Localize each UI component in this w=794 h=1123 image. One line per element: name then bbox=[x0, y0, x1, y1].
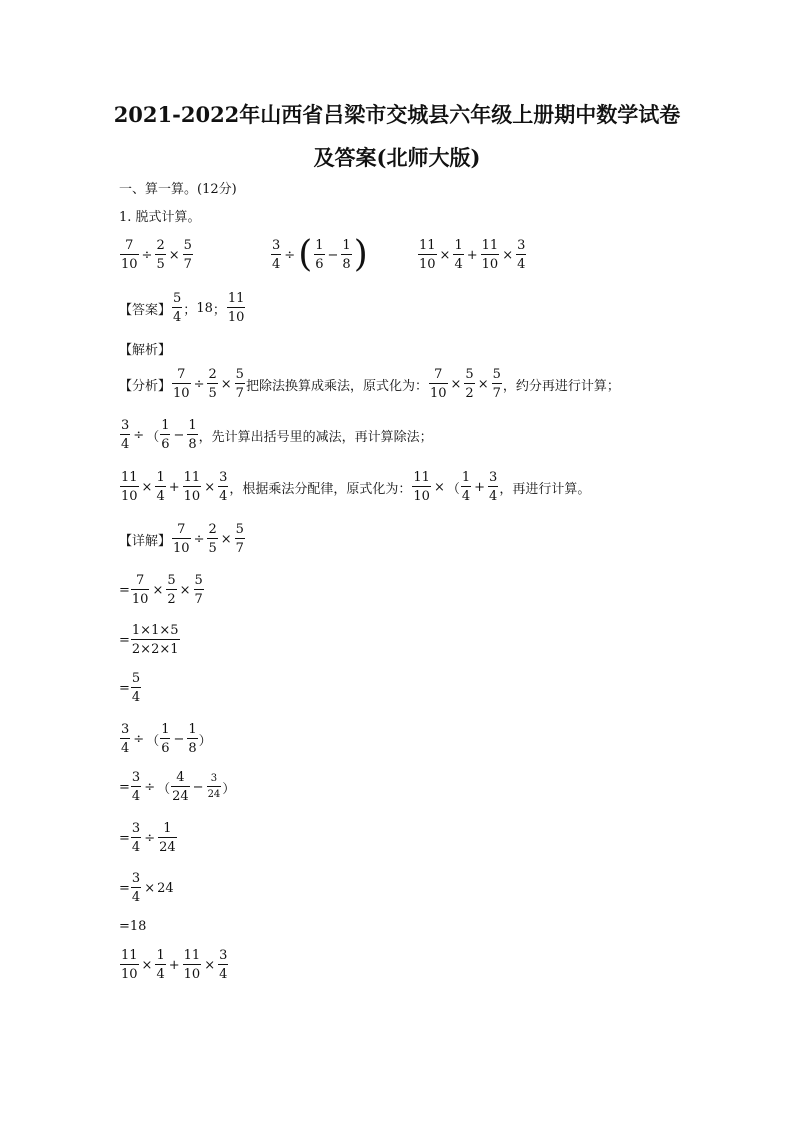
numerator: 2 bbox=[208, 367, 217, 382]
fraction bbox=[166, 574, 176, 606]
operator: × bbox=[204, 479, 216, 495]
text-segment: （ bbox=[146, 733, 160, 749]
denominator: 10 bbox=[418, 254, 437, 271]
numerator: 11 bbox=[481, 238, 499, 253]
denominator: 4 bbox=[218, 964, 228, 981]
denominator: 4 bbox=[172, 307, 182, 324]
denominator: 10 bbox=[227, 307, 246, 324]
analysis-label: 【解析】 bbox=[119, 342, 172, 358]
operator: − bbox=[192, 779, 204, 795]
operator: × bbox=[141, 957, 153, 973]
fraction bbox=[341, 239, 351, 271]
numerator: 11 bbox=[183, 470, 201, 485]
operator: ÷ bbox=[141, 247, 153, 263]
fraction bbox=[207, 523, 217, 555]
operator: × bbox=[220, 376, 232, 392]
numerator: 5 bbox=[235, 367, 244, 382]
operator: × bbox=[502, 247, 514, 263]
problem-row bbox=[417, 231, 527, 279]
fraction bbox=[207, 368, 217, 400]
fraction bbox=[227, 292, 246, 324]
numerator: 3 bbox=[131, 770, 141, 785]
text-segment: ） bbox=[198, 733, 212, 749]
step-row bbox=[119, 941, 229, 989]
text-segment: ； bbox=[183, 302, 197, 318]
numerator: 1 bbox=[454, 238, 463, 253]
operator: × bbox=[152, 582, 164, 598]
numerator: 5 bbox=[167, 573, 176, 588]
denominator: 5 bbox=[207, 538, 217, 555]
fraction bbox=[160, 419, 170, 451]
numerator: 3 bbox=[517, 238, 526, 253]
denominator: 10 bbox=[183, 964, 202, 981]
numerator: 11 bbox=[121, 470, 138, 485]
question-text: 1. 脱式计算。 bbox=[119, 209, 201, 225]
numerator: 2 bbox=[156, 238, 165, 253]
operator: ( bbox=[298, 234, 313, 275]
denominator: 4 bbox=[453, 254, 463, 271]
denominator: 10 bbox=[120, 486, 139, 503]
text-segment: ； bbox=[212, 302, 226, 318]
fraction bbox=[131, 872, 141, 904]
fraction bbox=[207, 774, 222, 800]
numerator: 3 bbox=[489, 470, 498, 485]
text-segment: = bbox=[119, 918, 130, 934]
numerator: 11 bbox=[183, 948, 201, 963]
operator: − bbox=[173, 731, 185, 747]
fraction bbox=[172, 368, 191, 400]
fenxi-row bbox=[119, 360, 620, 408]
denominator: 5 bbox=[155, 254, 165, 271]
numerator: 11 bbox=[227, 291, 245, 306]
fraction bbox=[155, 239, 165, 271]
text-segment: （ bbox=[157, 781, 171, 797]
denominator: 10 bbox=[412, 486, 431, 503]
fraction bbox=[131, 574, 150, 606]
numerator: 3 bbox=[121, 418, 130, 433]
numerator: 7 bbox=[434, 367, 443, 382]
text-segment: 【详解】 bbox=[119, 533, 172, 549]
page-title-line2: 及答案(北师大版) bbox=[313, 145, 481, 170]
denominator: 7 bbox=[492, 383, 502, 400]
fraction bbox=[183, 239, 193, 271]
numerator: 1 bbox=[156, 948, 165, 963]
operator: + bbox=[168, 479, 180, 495]
fraction bbox=[158, 822, 177, 854]
denominator: 7 bbox=[235, 383, 245, 400]
numerator: 5 bbox=[183, 238, 192, 253]
text-segment: 把除法换算成乘法，原式化为： bbox=[245, 378, 428, 394]
fraction bbox=[453, 239, 463, 271]
fraction bbox=[418, 239, 437, 271]
denominator: 2×2×1 bbox=[131, 639, 180, 656]
numerator: 2 bbox=[208, 522, 217, 537]
numerator: 1 bbox=[342, 238, 351, 253]
denominator: 10 bbox=[481, 254, 500, 271]
fraction bbox=[131, 771, 141, 803]
denominator: 4 bbox=[131, 786, 141, 803]
operator: × bbox=[204, 957, 216, 973]
step-row bbox=[119, 715, 212, 763]
operator: ÷ bbox=[144, 779, 156, 795]
text-segment: 【答案】 bbox=[119, 302, 172, 318]
text-segment: = bbox=[119, 779, 130, 795]
numerator: 5 bbox=[492, 367, 501, 382]
fraction bbox=[271, 239, 281, 271]
numerator: 7 bbox=[125, 238, 134, 253]
fraction bbox=[187, 419, 197, 451]
numerator: 1 bbox=[163, 821, 172, 836]
numerator: 5 bbox=[194, 573, 203, 588]
denominator: 4 bbox=[155, 964, 165, 981]
text-segment: = bbox=[119, 632, 130, 648]
denominator: 10 bbox=[131, 589, 150, 606]
numerator: 3 bbox=[210, 773, 218, 784]
fraction bbox=[235, 368, 245, 400]
step-row bbox=[119, 763, 235, 811]
denominator: 24 bbox=[158, 837, 177, 854]
numerator: 3 bbox=[131, 871, 141, 886]
text-segment: ） bbox=[222, 781, 236, 797]
text-segment: （ bbox=[446, 481, 460, 497]
denominator: 10 bbox=[120, 254, 139, 271]
fraction bbox=[516, 239, 526, 271]
operator: × bbox=[179, 582, 191, 598]
operator: ÷ bbox=[193, 531, 205, 547]
text-segment: ，约分再进行计算； bbox=[502, 378, 620, 394]
operator: + bbox=[168, 957, 180, 973]
fraction bbox=[131, 672, 141, 704]
denominator: 7 bbox=[194, 589, 204, 606]
numerator: 5 bbox=[131, 671, 141, 686]
fraction bbox=[314, 239, 324, 271]
fraction bbox=[160, 723, 170, 755]
operator: × bbox=[168, 247, 180, 263]
numerator: 3 bbox=[131, 821, 141, 836]
denominator: 2 bbox=[166, 589, 176, 606]
text-segment: （ bbox=[146, 429, 160, 445]
denominator: 4 bbox=[131, 687, 141, 704]
numerator: 11 bbox=[419, 238, 436, 253]
problem-row bbox=[270, 231, 369, 279]
numerator: 5 bbox=[235, 522, 244, 537]
numerator: 5 bbox=[173, 291, 182, 306]
numerator: 1 bbox=[161, 418, 170, 433]
numerator: 7 bbox=[177, 367, 186, 382]
numerator: 3 bbox=[219, 948, 228, 963]
numerator: 3 bbox=[219, 470, 228, 485]
operator: × bbox=[439, 247, 451, 263]
text-segment: 18 bbox=[129, 918, 147, 934]
fraction bbox=[120, 471, 139, 503]
fraction bbox=[183, 949, 202, 981]
step-row bbox=[119, 814, 178, 862]
fraction bbox=[464, 368, 474, 400]
fraction bbox=[120, 949, 139, 981]
operator: × bbox=[141, 479, 153, 495]
operator: ÷ bbox=[284, 247, 296, 263]
denominator: 7 bbox=[235, 538, 245, 555]
fraction bbox=[429, 368, 448, 400]
numerator: 7 bbox=[136, 573, 145, 588]
operator: × bbox=[477, 376, 489, 392]
operator: ÷ bbox=[144, 830, 156, 846]
operator: + bbox=[466, 247, 478, 263]
fenxi-row bbox=[119, 463, 590, 511]
fraction bbox=[155, 471, 165, 503]
denominator: 6 bbox=[314, 254, 324, 271]
text-segment: ，再进行计算。 bbox=[499, 481, 591, 497]
section-heading: 一、算一算。(12分) bbox=[119, 181, 237, 197]
fraction bbox=[481, 239, 500, 271]
denominator: 4 bbox=[120, 434, 130, 451]
fraction bbox=[155, 949, 165, 981]
numerator: 3 bbox=[272, 238, 281, 253]
numerator: 1 bbox=[161, 722, 170, 737]
step-row bbox=[119, 664, 142, 712]
numerator: 7 bbox=[177, 522, 186, 537]
fraction bbox=[172, 292, 182, 324]
denominator: 4 bbox=[120, 738, 130, 755]
operator: ÷ bbox=[133, 731, 145, 747]
denominator: 8 bbox=[187, 434, 197, 451]
text-segment: 18 bbox=[196, 300, 213, 316]
fraction bbox=[488, 471, 498, 503]
fraction bbox=[120, 723, 130, 755]
numerator: 11 bbox=[121, 948, 138, 963]
text-segment: ，根据乘法分配律，原式化为： bbox=[229, 481, 412, 497]
fraction bbox=[131, 822, 141, 854]
fraction bbox=[171, 771, 190, 803]
denominator: 10 bbox=[172, 538, 191, 555]
numerator: 1 bbox=[156, 470, 165, 485]
denominator: 8 bbox=[187, 738, 197, 755]
operator: ) bbox=[353, 234, 368, 275]
denominator: 4 bbox=[155, 486, 165, 503]
denominator: 10 bbox=[429, 383, 448, 400]
fraction bbox=[172, 523, 191, 555]
numerator: 1×1×5 bbox=[131, 623, 179, 638]
text-segment: = bbox=[119, 880, 130, 896]
operator: × bbox=[144, 880, 156, 896]
fraction bbox=[183, 471, 202, 503]
numerator: 1 bbox=[315, 238, 324, 253]
text-segment: = bbox=[119, 680, 130, 696]
operator: ÷ bbox=[133, 427, 145, 443]
denominator: 10 bbox=[120, 964, 139, 981]
operator: × bbox=[220, 531, 232, 547]
text-segment: 【分析】 bbox=[119, 378, 172, 394]
numerator: 4 bbox=[176, 770, 185, 785]
fraction bbox=[461, 471, 471, 503]
fraction bbox=[187, 723, 197, 755]
operator: × bbox=[433, 479, 445, 495]
operator: × bbox=[450, 376, 462, 392]
numerator: 3 bbox=[121, 722, 130, 737]
operator: − bbox=[327, 247, 339, 263]
denominator: 24 bbox=[171, 786, 190, 803]
fraction bbox=[492, 368, 502, 400]
fraction bbox=[194, 574, 204, 606]
denominator: 4 bbox=[218, 486, 228, 503]
text-segment: ，先计算出括号里的减法，再计算除法； bbox=[198, 429, 433, 445]
page-title-line1: 2021-2022年山西省吕梁市交城县六年级上册期中数学试卷 bbox=[113, 102, 681, 127]
operator: ÷ bbox=[193, 376, 205, 392]
denominator: 6 bbox=[160, 434, 170, 451]
detail-row bbox=[119, 515, 246, 563]
numerator: 1 bbox=[188, 418, 197, 433]
text-segment: 24 bbox=[157, 880, 174, 896]
denominator: 10 bbox=[172, 383, 191, 400]
denominator: 4 bbox=[131, 887, 141, 904]
denominator: 5 bbox=[207, 383, 217, 400]
text-segment: = bbox=[119, 582, 130, 598]
step-row bbox=[119, 616, 181, 664]
denominator: 2 bbox=[464, 383, 474, 400]
denominator: 4 bbox=[131, 837, 141, 854]
problem-row bbox=[119, 231, 194, 279]
denominator: 7 bbox=[183, 254, 193, 271]
operator: + bbox=[474, 479, 486, 495]
numerator: 1 bbox=[461, 470, 471, 485]
denominator: 10 bbox=[183, 486, 202, 503]
fraction bbox=[120, 419, 130, 451]
numerator: 5 bbox=[465, 367, 474, 382]
fraction bbox=[412, 471, 431, 503]
fraction bbox=[218, 471, 228, 503]
denominator: 4 bbox=[271, 254, 281, 271]
denominator: 8 bbox=[341, 254, 351, 271]
text-segment: = bbox=[119, 830, 130, 846]
fraction bbox=[218, 949, 228, 981]
fraction bbox=[235, 523, 245, 555]
denominator: 4 bbox=[488, 486, 498, 503]
fraction bbox=[131, 624, 180, 656]
fraction bbox=[120, 239, 139, 271]
denominator: 4 bbox=[461, 486, 471, 503]
denominator: 24 bbox=[207, 786, 222, 800]
step-row bbox=[119, 566, 205, 614]
denominator: 6 bbox=[160, 738, 170, 755]
fenxi-row bbox=[119, 411, 433, 459]
numerator: 11 bbox=[413, 470, 430, 485]
operator: − bbox=[173, 427, 185, 443]
numerator: 1 bbox=[188, 722, 197, 737]
denominator: 4 bbox=[516, 254, 526, 271]
